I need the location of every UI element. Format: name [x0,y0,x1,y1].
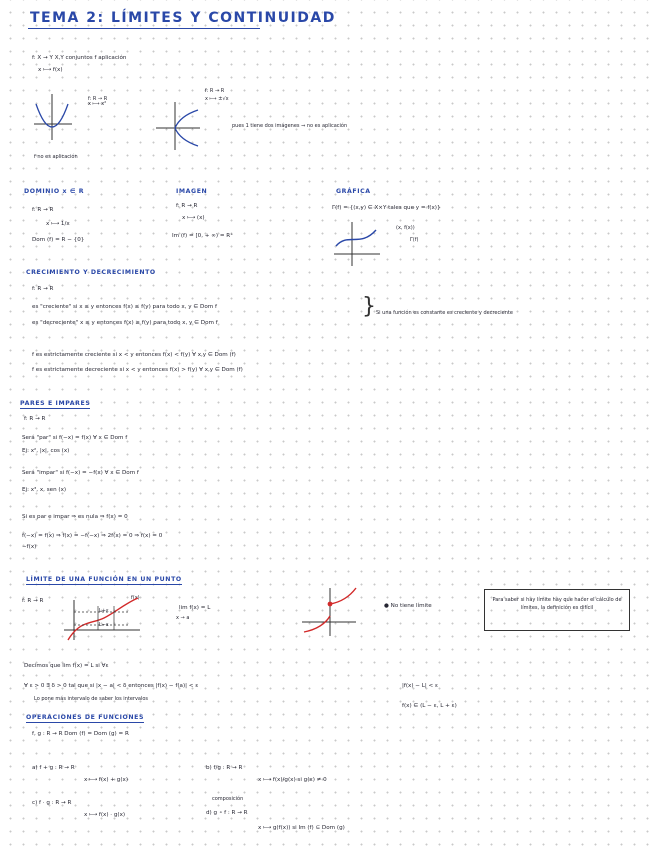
limite-line-1: f: R → R [22,598,44,604]
pares-line-8: −f(x) [22,544,37,550]
crecimiento-heading: CRECIMIENTO Y DECRECIMIENTO [26,269,156,276]
pares-line-7: f(−x) = f(x) ⇒ f(x) = −f(−x) ⇒ 2f(x) = 0 ⇒ f(x) = 0 [22,533,163,539]
operaciones-d: d) g ∘ f : R → R [206,810,248,816]
intro-example-2: f: R → R x ⟼ ±√x [205,88,229,102]
pares-line-3: Ej: x², |x|, cos (x) [22,448,70,454]
limite-graph-l-plus: L+ε [99,608,109,614]
operaciones-d-label: composición [212,796,244,802]
crecimiento-line-1: f: R → R [32,286,54,292]
grafica-sketch [334,222,380,266]
limite-lim-sub: x → a [176,615,190,621]
page-title: TEMA 2: LÍMITES Y CONTINUIDAD [30,10,336,26]
grafica-heading: GRÁFICA [336,188,371,195]
limite-note-text: Para saber si hay límite hay que hacer el cálculo de límites, la definición es difícil [492,597,622,611]
imagen-line-1: f: R → R [176,203,198,209]
grafica-line-3: Γ(f) [410,237,419,243]
operaciones-d-2: x ⟼ g(f(x)) si Im (f) ⊆ Dom (g) [258,825,345,831]
limite-def-4: Lo pone más intervalo de saber los intervalos [34,696,149,702]
imagen-line-3: Im (f) = [0, + ∞) = R⁺ [172,233,234,239]
limit-sketch [64,595,140,640]
crecimiento-line-3: es "decreciente" x ≤ y entonces f(x) ≥ f(y) para todo x, y ∈ Dom f [32,320,218,326]
limite-def-1: Decimos que lim f(x) = L si ∀ε [24,663,109,669]
dominio-heading: DOMINIO x ∈ R [24,188,85,195]
imagen-line-2: x ⟼ (x) [182,215,205,221]
grafica-line-1: Γ(f) = {(x,y) ∈ X×Y tales que y = f(x)} [332,205,441,211]
sqrt-sketch [156,102,200,150]
crecimiento-side-note: Si una función es constante es creciente y decreciente [376,310,513,316]
operaciones-b-2: x ⟼ f(x)/g(x) si g(x) ≠ 0 [258,777,327,783]
pares-line-5: Ej: x³, x, sen (x) [22,487,67,493]
limite-no-limit: ● No tiene límite [384,603,432,609]
limite-def-5: f(x) ∈ (L − ε, L + ε) [402,703,457,709]
limite-def-3: |f(x) − L| < ε [402,683,439,689]
limite-lim: lim f(x) = L [179,605,211,611]
imagen-heading: IMAGEN [176,188,208,195]
jump-sketch [302,588,356,636]
dominio-line-3: Dom (f) = R − {0} [32,237,85,243]
operaciones-a-2: x ⟼ f(x) + g(x) [84,777,128,783]
limite-heading: LÍMITE DE UNA FUNCIÓN EN UN PUNTO [26,576,182,583]
operaciones-c-2: x ⟼ f(x) · g(x) [84,812,126,818]
pares-line-1: f: R → R [24,416,46,422]
operaciones-a: a) f + g : R → R [32,765,75,771]
limite-graph-l-minus: L−ε [99,622,109,628]
intro-note: pues 1 tiene dos imágenes ⇒ no es aplicación [232,123,348,129]
operaciones-c: c) f · g : R → R [32,800,72,806]
crecimiento-line-5: f es estrictamente decreciente si x < y entonces f(x) > f(y) ∀ x,y ∈ Dom (f) [32,367,243,373]
operaciones-line-1: f, g : R → R Dom (f) = Dom (g) = R [32,731,129,737]
limite-graph-fx: f(x) [131,595,140,601]
pares-line-6: Si es par e impar ⇒ es nula ⇒ f(x) = 0 [22,514,128,520]
parabola-sketch [34,94,72,140]
intro-example-1: f: R → R x ⟼ x² [88,96,108,107]
limite-def-2: ∀ ε > 0 ∃ δ > 0 tal que si |x − a| < δ entonces |f(x) − f(a)| < ε [24,683,199,689]
grafica-line-2: (x, f(x)) [396,225,415,231]
crecimiento-line-2: es "creciente" si x ≤ y entonces f(x) ≤ f(y) para todo x, y ∈ Dom f [32,304,217,310]
crecimiento-brace: } [362,294,376,319]
pares-line-4: Será "impar" si f(−x) = −f(x) ∀ x ∈ Dom f [22,470,139,476]
pares-line-2: Será "par" si f(−x) = f(x) ∀ x ∈ Dom f [22,435,128,441]
operaciones-heading: OPERACIONES DE FUNCIONES [26,714,145,721]
intro-definition: f: X → Y X,Y conjuntos f aplicación [32,55,127,61]
pares-heading: PARES E IMPARES [20,400,91,407]
intro-not-application: f no es aplicación [34,154,78,160]
intro-mapping: x ⟼ f(x) [38,67,63,73]
dominio-line-2: x ⟼ 1/x [46,221,70,227]
dominio-line-1: f: R → R [32,207,54,213]
crecimiento-line-4: f es estrictamente creciente si x < y entonces f(x) < f(y) ∀ x,y ∈ Dom (f) [32,352,236,358]
operaciones-b: b) f/g : R → R [206,765,243,771]
